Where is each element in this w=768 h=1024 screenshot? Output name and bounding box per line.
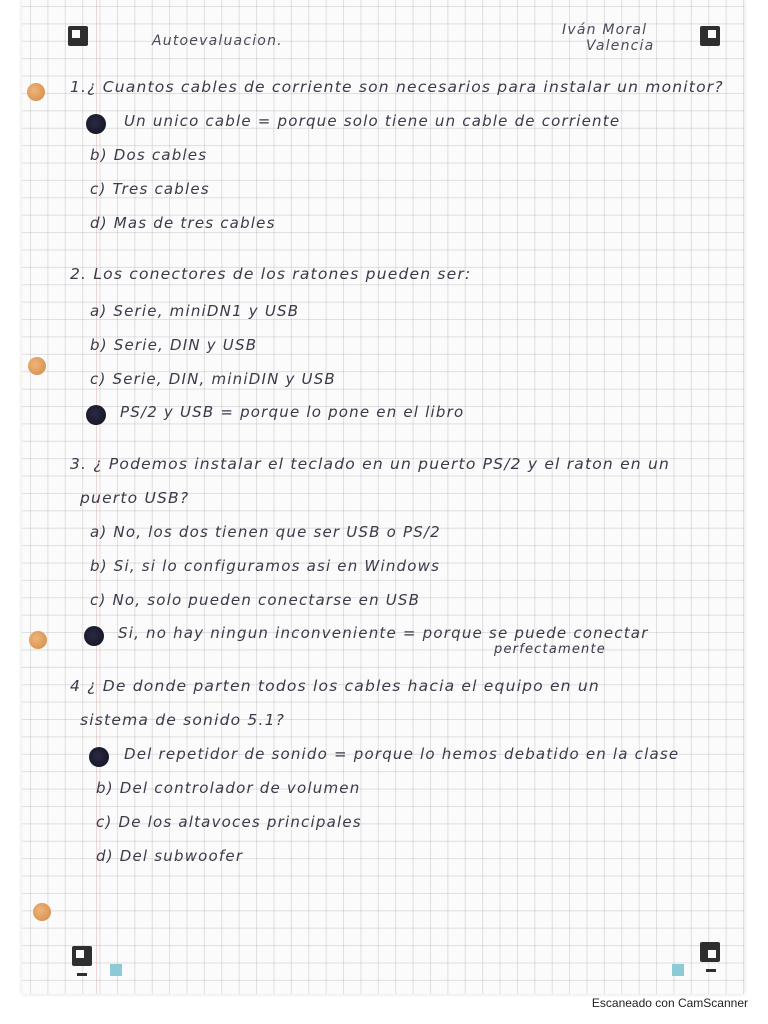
punch-hole-icon xyxy=(27,83,45,101)
question-2-option-a: a) Serie, miniDN1 y USB xyxy=(90,302,300,320)
question-3-option-d: Si, no hay ningun inconveniente = porque se puede conectar xyxy=(118,624,649,642)
question-3-option-a: a) No, los dos tienen que ser USB o PS/2 xyxy=(90,523,441,541)
author-name: Iván Moral xyxy=(562,22,648,38)
bottom-right-tick xyxy=(706,969,716,972)
question-4-line-1: 4 ¿ De donde parten todos los cables hacia el equipo en un xyxy=(70,677,600,695)
question-4-option-b: b) Del controlador de volumen xyxy=(96,779,361,797)
selected-answer-marker-icon xyxy=(86,405,106,425)
question-4-option-c: c) De los altavoces principales xyxy=(96,813,362,831)
question-3-option-b: b) Si, si lo configuramos asi en Windows xyxy=(90,557,441,575)
blue-square-left-icon xyxy=(110,964,122,976)
question-3-option-d-line-2: perfectamente xyxy=(494,642,606,657)
question-3-line-2: puerto USB? xyxy=(80,489,190,507)
selected-answer-marker-icon xyxy=(89,747,109,767)
question-2: 2. Los conectores de los ratones pueden ser: xyxy=(70,265,472,283)
punch-hole-icon xyxy=(29,631,47,649)
question-3-option-c: c) No, solo pueden conectarse en USB xyxy=(90,591,421,609)
question-1-option-b: b) Dos cables xyxy=(90,146,208,164)
question-2-option-b: b) Serie, DIN y USB xyxy=(90,336,258,354)
author-surname: Valencia xyxy=(586,38,655,54)
question-3-line-1: 3. ¿ Podemos instalar el teclado en un puerto PS/2 y el raton en un xyxy=(70,455,671,473)
question-1-option-a: Un unico cable = porque solo tiene un cable de corriente xyxy=(124,112,621,130)
question-1: 1.¿ Cuantos cables de corriente son necesarios para instalar un monitor? xyxy=(70,78,724,96)
question-4-option-d: d) Del subwoofer xyxy=(96,847,244,865)
question-4-line-2: sistema de sonido 5.1? xyxy=(80,711,286,729)
selected-answer-marker-icon xyxy=(86,114,106,134)
question-2-option-c: c) Serie, DIN, miniDIN y USB xyxy=(90,370,336,388)
question-2-option-d: PS/2 y USB = porque lo pone en el libro xyxy=(120,403,465,421)
blue-square-right-icon xyxy=(672,964,684,976)
corner-marker-bottom-left-icon xyxy=(72,946,92,966)
question-1-option-c: c) Tres cables xyxy=(90,180,210,198)
bottom-left-tick xyxy=(77,973,87,976)
question-4-option-a: Del repetidor de sonido = porque lo hemos debatido en la clase xyxy=(124,745,680,763)
scanner-watermark: Escaneado con CamScanner xyxy=(591,996,748,1010)
selected-answer-marker-icon xyxy=(84,626,104,646)
punch-hole-icon xyxy=(33,903,51,921)
punch-hole-icon xyxy=(28,357,46,375)
page-title: Autoevaluacion. xyxy=(152,33,283,49)
corner-marker-bottom-right-icon xyxy=(700,942,720,962)
question-1-option-d: d) Mas de tres cables xyxy=(90,214,276,232)
corner-marker-top-left-icon xyxy=(68,26,88,46)
corner-marker-top-right-icon xyxy=(700,26,720,46)
